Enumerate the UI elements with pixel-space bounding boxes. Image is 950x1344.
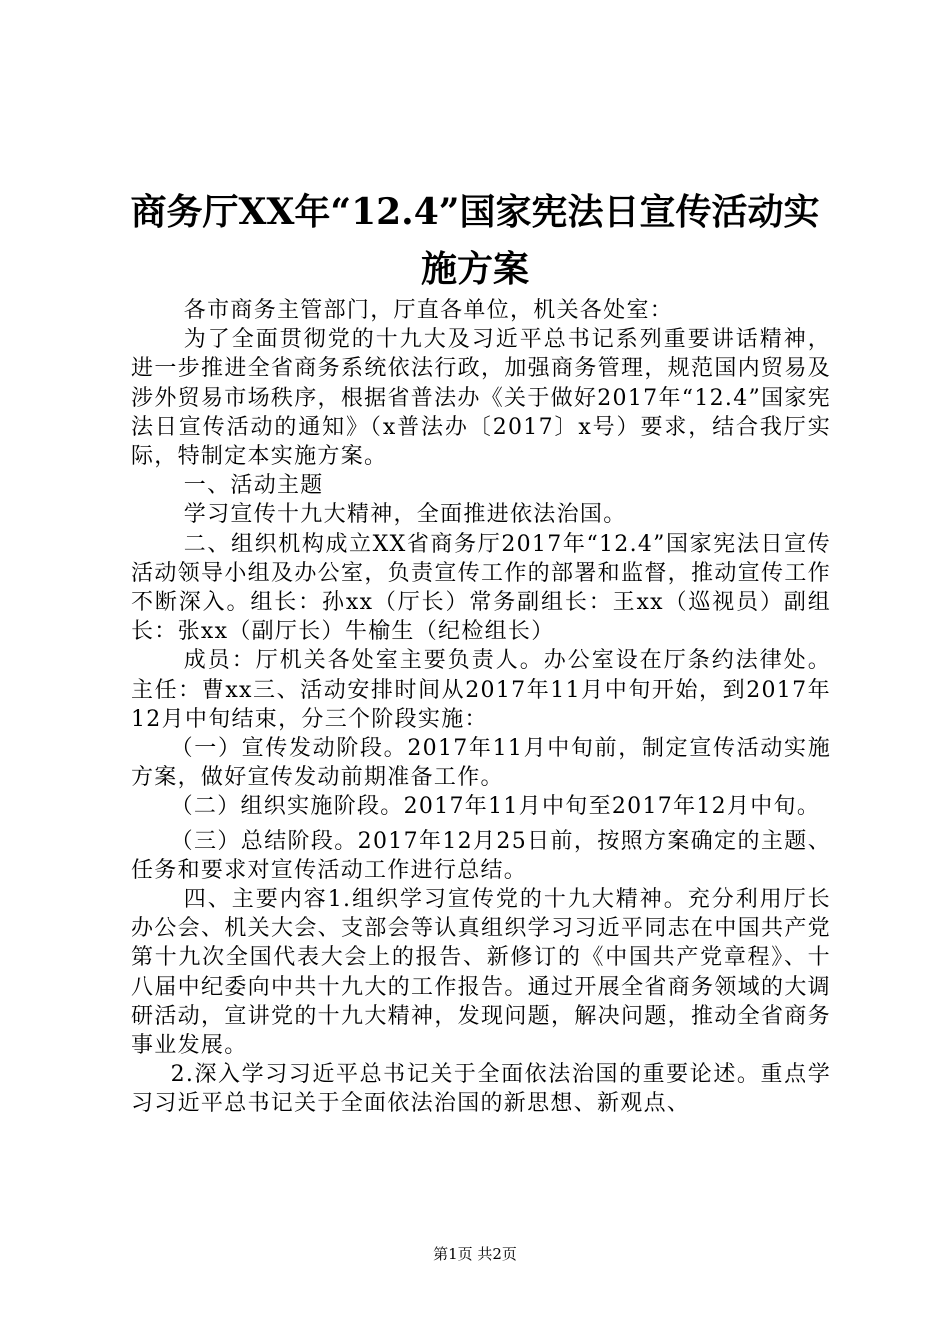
theme-paragraph: 学习宣传十九大精神，全面推进依法治国。 (183, 502, 627, 528)
document-body (131, 296, 831, 1119)
document-title-line1: 商务厅XX年“12.4”国家宪法日宣传活动实 (130, 191, 820, 233)
section-heading-theme: 一、活动主题 (183, 473, 324, 499)
main-content-paragraph: 四、主要内容1.组织学习宣传党的十九大精神。充分利用厅长办公会、机关大会、支部会等认真组织学习习近平同志在中国共产党第十九次全国代表大会上的报告、新修订的《中国共产党章程》、十八届中纪委向中共十九大的工作报告。通过开展全省商务领域的大调研活动，宣讲党的十九大精神，发现问题，解决问题，推动全省商务事业发展。 (131, 887, 831, 1059)
intro-paragraph: 为了全面贯彻党的十九大及习近平总书记系列重要讲话精神，进一步推进全省商务系统依法行政，加强商务管理，规范国内贸易及涉外贸易市场秩序，根据省普法办《关于做好2017年“12.4”国家宪法日宣传活动的通知》（x普法办〔2017〕x号）要求，结合我厅实际，特制定本实施方案。 (131, 327, 831, 470)
page-indicator: 第1页 共2页 (433, 1245, 517, 1263)
stage-two-paragraph: （二）组织实施阶段。2017年11月中旬至2017年12月中旬。 (170, 794, 821, 820)
stage-one-paragraph: （一）宣传发动阶段。2017年11月中旬前，制定宣传活动实施方案，做好宣传发动前期准备工作。 (131, 736, 831, 791)
document-title-line2: 施方案 (420, 248, 529, 290)
study-paragraph: 2.深入学习习近平总书记关于全面依法治国的重要论述。重点学习习近平总书记关于全面依法治国的新思想、新观点、 (131, 1062, 831, 1117)
members-paragraph: 成员：厅机关各处室主要负责人。办公室设在厅条约法律处。主任：曹xx三、活动安排时间从2017年11月中旬开始，到2017年12月中旬结束，分三个阶段实施： (131, 648, 831, 732)
salutation-paragraph: 各市商务主管部门，厅直各单位，机关各处室： (183, 298, 674, 323)
stage-three-paragraph: （三）总结阶段。2017年12月25日前，按照方案确定的主题、任务和要求对宣传活动工作进行总结。 (131, 828, 831, 883)
organization-paragraph: 二、组织机构成立XX省商务厅2017年“12.4”国家宪法日宣传活动领导小组及办公室，负责宣传工作的部署和监督，推动宣传工作不断深入。组长：孙xx（厅长）常务副组长：王xx（巡视员）副组长：张xx（副厅长）牛榆生（纪检组长） (131, 531, 831, 645)
